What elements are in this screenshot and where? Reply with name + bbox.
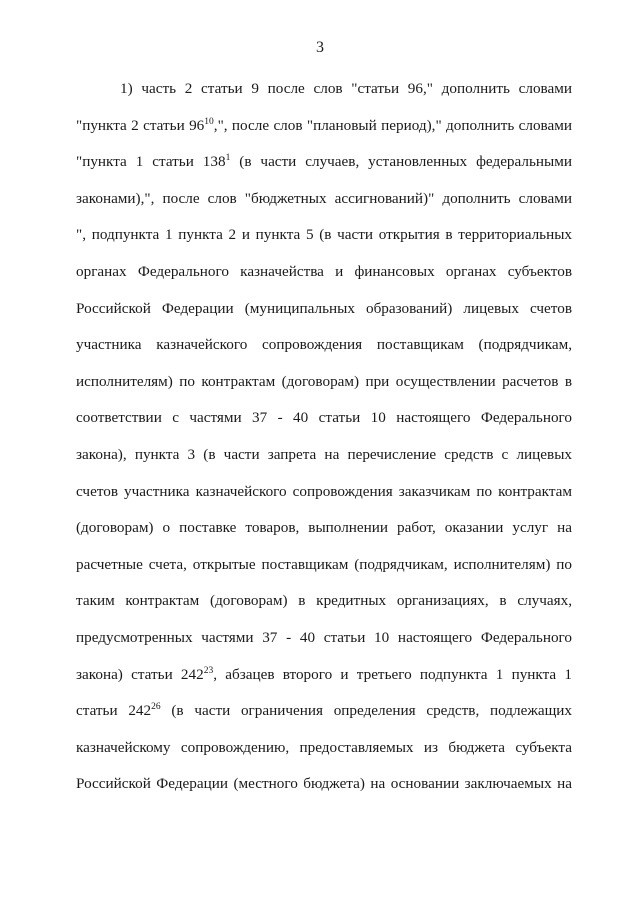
- text-line: Российской Федерации (местного бюджета) на основании заключаемых на: [76, 775, 572, 793]
- text-line: соответствии с частями 37 - 40 статьи 10 настоящего Федерального: [76, 409, 572, 427]
- text-line: счетов участника казначейского сопровождения заказчикам по контрактам: [76, 482, 572, 500]
- superscript: 10: [204, 116, 214, 127]
- text-line: закона) статьи $242^{23}$, абзацев второго и третьего подпункта 1 пункта 1: [76, 665, 572, 683]
- document-body: [76, 71, 572, 803]
- text-line: расчетные счета, открытые поставщикам (подрядчикам, исполнителям) по: [76, 555, 572, 573]
- text-line: 1) часть 2 статьи 9 после слов "статьи 96," дополнить словами: [120, 80, 572, 97]
- superscript: 1: [225, 153, 231, 164]
- text-line: исполнителям) по контрактам (договорам) при осуществлении расчетов в: [76, 372, 572, 390]
- text-line: закона), пункта 3 (в части запрета на перечисление средств с лицевых: [76, 445, 572, 463]
- superscript: 26: [151, 702, 161, 713]
- text-line: "пункта 1 статьи $138^1$ (в части случаев, установленных федеральными: [76, 153, 572, 171]
- text-line: таким контрактам (договорам) в кредитных организациях, в случаях,: [76, 592, 572, 610]
- text-line: ", подпункта 1 пункта 2 и пункта 5 (в части открытия в территориальных: [76, 226, 572, 244]
- text-line: участника казначейского сопровождения поставщикам (подрядчикам,: [76, 336, 572, 354]
- text-line: статьи $242^{26}$ (в части ограничения определения средств, подлежащих: [76, 702, 572, 720]
- text-line: (договорам) о поставке товаров, выполнении работ, оказании услуг на: [76, 519, 572, 537]
- text-line: казначейскому сопровождению, предоставляемых из бюджета субъекта: [76, 738, 572, 756]
- superscript: 23: [203, 665, 214, 676]
- page-number: 3: [316, 39, 324, 56]
- text-line: органах Федерального казначейства и финансовых органах субъектов: [76, 262, 572, 280]
- text-line: Российской Федерации (муниципальных образований) лицевых счетов: [76, 299, 572, 317]
- text-line: предусмотренных частями 37 - 40 статьи 10 настоящего Федерального: [76, 628, 572, 646]
- text-line: законами),", после слов "бюджетных ассигнований)" дополнить словами: [76, 189, 572, 207]
- text-line: "пункта 2 статьи $96^{10}$,", после слов "плановый период)," дополнить словами: [76, 116, 572, 134]
